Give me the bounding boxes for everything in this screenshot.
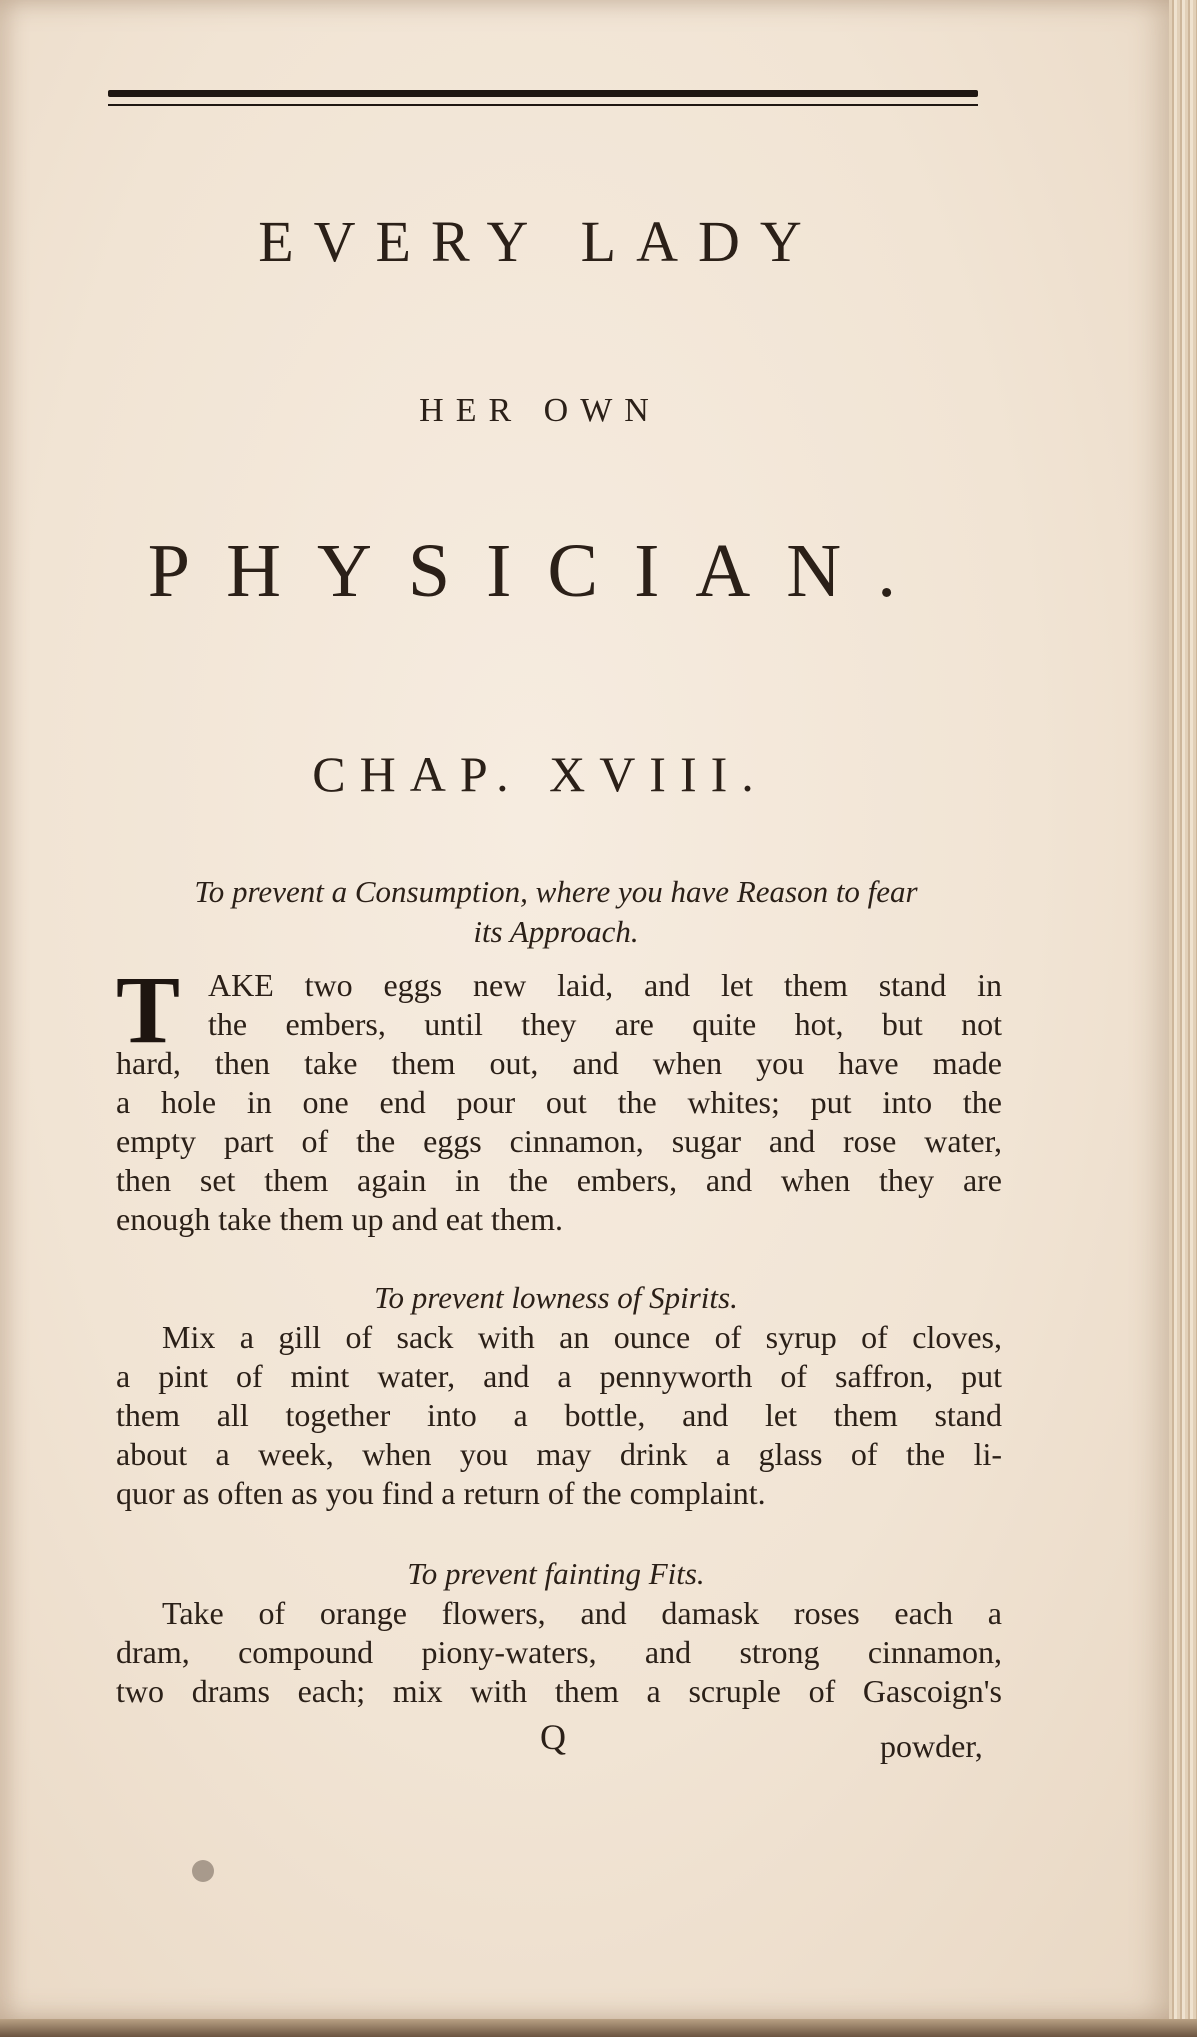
section-body-fainting bbox=[116, 1594, 1002, 1711]
text-line: hard, then take them out, and when you have made bbox=[116, 1045, 1002, 1081]
text-line: enough take them up and eat them. bbox=[116, 1201, 563, 1237]
text-line: AKE two eggs new laid, and let them stand in bbox=[208, 967, 1002, 1003]
text-line: quor as often as you find a return of the complaint. bbox=[116, 1475, 766, 1511]
text-line: empty part of the eggs cinnamon, sugar and rose water, bbox=[116, 1123, 1002, 1159]
text-line: a pint of mint water, and a pennyworth of saffron, put bbox=[116, 1358, 1002, 1394]
text-line: Take of orange flowers, and damask roses each a bbox=[162, 1595, 1002, 1631]
top-rule-thin bbox=[108, 104, 978, 106]
section-body-lowness bbox=[116, 1318, 1002, 1513]
text-line: them all together into a bottle, and let them stand bbox=[116, 1397, 1002, 1433]
text-line: two drams each; mix with them a scruple of Gascoign's bbox=[116, 1673, 1002, 1709]
signature-mark: Q bbox=[540, 1717, 566, 1757]
title-line-every-lady: EVERY LADY bbox=[258, 209, 822, 274]
text-line: a hole in one end pour out the whites; put into the bbox=[116, 1084, 1002, 1120]
text-line: Mix a gill of sack with an ounce of syrup of cloves, bbox=[162, 1319, 1002, 1355]
title-line-physician: PHYSICIAN. bbox=[147, 529, 933, 613]
section-heading-line: To prevent a Consumption, where you have Reason to fear bbox=[194, 874, 918, 909]
text-line: the embers, until they are quite hot, but not bbox=[208, 1006, 1002, 1042]
section-heading-line: To prevent lowness of Spirits. bbox=[374, 1280, 738, 1315]
page-edges bbox=[1169, 0, 1197, 2037]
chapter-heading: CHAP. XVIII. bbox=[312, 746, 768, 802]
section-heading-lowness bbox=[112, 1278, 1000, 1318]
section-heading-line: To prevent fainting Fits. bbox=[407, 1556, 705, 1591]
top-rule-thick bbox=[108, 90, 978, 97]
section-heading-fainting bbox=[112, 1554, 1000, 1594]
title-line-her-own: HER OWN bbox=[419, 392, 661, 429]
paper-spot bbox=[192, 1860, 214, 1882]
section-heading-line: its Approach. bbox=[473, 914, 639, 949]
section-heading-consumption bbox=[112, 872, 1000, 952]
section-body-consumption bbox=[116, 956, 1002, 1239]
text-line: then set them again in the embers, and when they are bbox=[116, 1162, 1002, 1198]
book-bottom-edge bbox=[0, 2019, 1197, 2037]
drop-cap-letter: T bbox=[116, 956, 181, 1063]
text-line: about a week, when you may drink a glass of the li- bbox=[116, 1436, 1002, 1472]
catchword: powder, bbox=[880, 1728, 983, 1764]
text-line: dram, compound piony-waters, and strong cinnamon, bbox=[116, 1634, 1002, 1670]
